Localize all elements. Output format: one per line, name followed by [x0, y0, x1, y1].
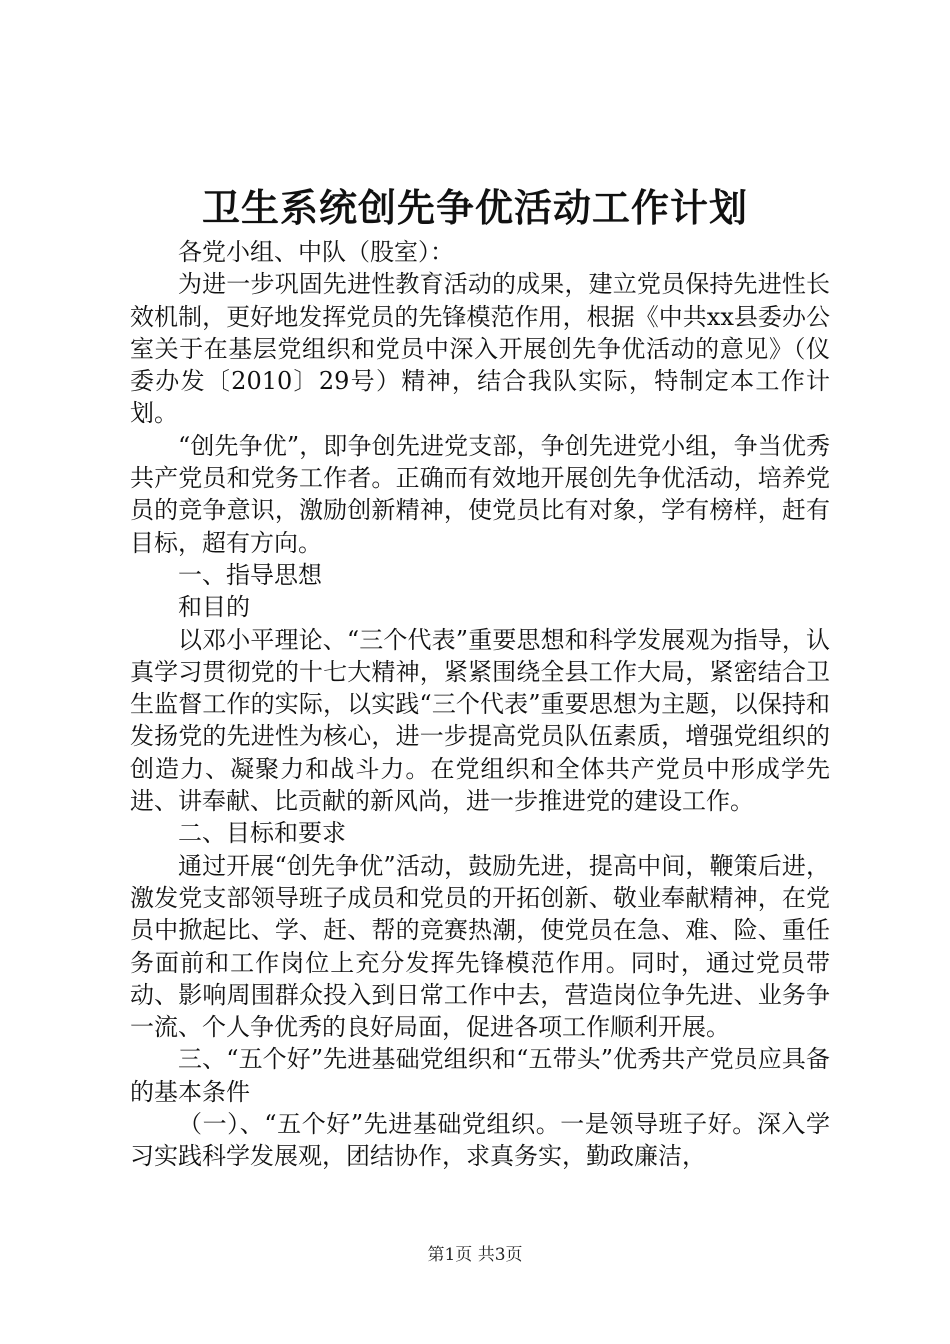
goals-paragraph: 通过开展“创先争优”活动，鼓励先进，提高中间，鞭策后进，激发党支部领导班子成员和党员的开拓创新、敬业奉献精神，在党员中掀起比、学、赶、帮的竞赛热潮，使党员在急、难、险、重任务面前和工作岗位上充分发挥先锋模范作用。同时，通过党员带动、影响周围群众投入到日常工作中去，营造岗位争先进、业务争一流、个人争优秀的良好局面，促进各项工作顺利开展。	[130, 851, 830, 1042]
conditions-paragraph: （一）、“五个好”先进基础党组织。一是领导班子好。深入学习实践科学发展观，团结协作，求真务实，勤政廉洁，	[130, 1110, 830, 1171]
section-heading-conditions: 三、“五个好”先进基础党组织和“五带头”优秀共产党员应具备的基本条件	[130, 1045, 830, 1106]
document-title: 卫生系统创先争优活动工作计划	[201, 185, 748, 230]
document-body	[130, 236, 830, 1173]
section-heading-guiding-thought: 一、指导思想	[178, 560, 322, 589]
section-heading-goals: 二、目标和要求	[178, 819, 346, 848]
page-footer: 第1页 共3页	[427, 1245, 523, 1265]
definition-paragraph: “创先争优”，即争创先进党支部，争创先进党小组，争当优秀共产党员和党务工作者。正确而有效地开展创先争优活动，培养党员的竞争意识，激励创新精神，使党员比有对象，学有榜样，赶有目标，超有方向。	[130, 431, 830, 557]
salutation-paragraph: 各党小组、中队（股室）：	[178, 238, 454, 266]
guiding-thought-paragraph: 以邓小平理论、“三个代表”重要思想和科学发展观为指导，认真学习贯彻党的十七大精神，紧紧围绕全县工作大局，紧密结合卫生监督工作的实际，以实践“三个代表”重要思想为主题，以保持和发扬党的先进性为核心，进一步提高党员队伍素质，增强党组织的创造力、凝聚力和战斗力。在党组织和全体共产党员中形成学先进、讲奉献、比贡献的新风尚，进一步推进党的建设工作。	[130, 625, 830, 816]
section-heading-purpose: 和目的	[178, 593, 250, 622]
intro-paragraph: 为进一步巩固先进性教育活动的成果，建立党员保持先进性长效机制，更好地发挥党员的先锋模范作用，根据《中共xx县委办公室关于在基层党组织和党员中深入开展创先争优活动的意见》（仪委办发〔2010〕29号）精神，结合我队实际，特制定本工作计划。	[130, 270, 830, 428]
